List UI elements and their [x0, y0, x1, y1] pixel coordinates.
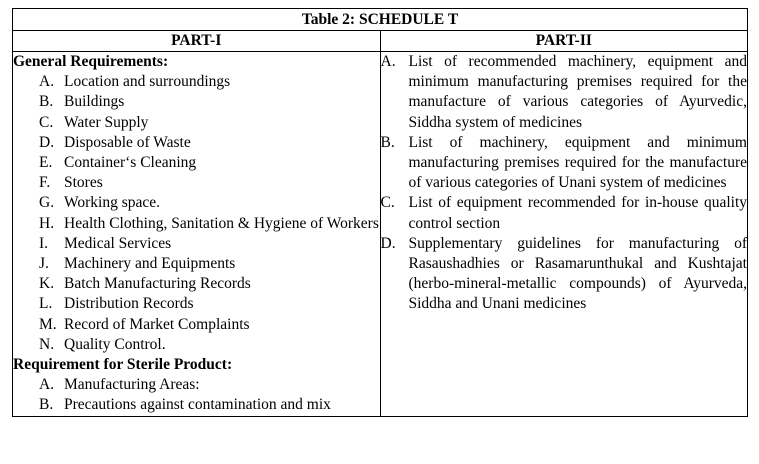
schedule-t-table: [12, 8, 748, 417]
list-item-letter: E.: [39, 154, 53, 172]
list-item-letter: A.: [380, 53, 396, 70]
list-item: [13, 375, 380, 395]
list-item: [13, 113, 380, 133]
list-item-text: Water Supply: [64, 113, 149, 131]
list-item-letter: J.: [39, 255, 49, 273]
sterile-product-title: Requirement for Sterile Product:: [13, 356, 233, 374]
list-item-text: Manufacturing Areas:: [64, 376, 200, 394]
list-item-text: Buildings: [64, 93, 125, 111]
list-item-text: Health Clothing, Sanitation & Hygiene of Workers: [64, 214, 379, 232]
part2-heading: PART-II: [380, 31, 748, 52]
sterile-product-list: [13, 375, 380, 415]
list-item: [13, 133, 380, 153]
list-item: [13, 335, 380, 355]
part2-list: [381, 52, 748, 315]
list-item-text: Quality Control.: [64, 335, 166, 353]
list-item-letter: K.: [39, 275, 55, 293]
list-item-text: Precautions against contamination and mix: [64, 396, 331, 414]
list-item: [13, 274, 380, 294]
list-item: [381, 234, 748, 315]
list-item-letter: A.: [39, 73, 55, 91]
list-item-letter: N.: [39, 335, 55, 353]
list-item-letter: M.: [39, 315, 57, 333]
list-item-text: Batch Manufacturing Records: [64, 275, 251, 293]
list-item: [13, 214, 380, 234]
list-item-letter: B.: [380, 133, 395, 151]
list-item-text: Record of Market Complaints: [64, 315, 250, 333]
list-item-text: Machinery and Equipments: [64, 255, 236, 273]
list-item-letter: B.: [39, 93, 54, 111]
general-requirements-list: [13, 72, 380, 355]
list-item-text: List of recommended machinery, equipment and minimum manufacturing premises required for the manufacture of various categories of Ayurvedic, Siddha system of medicines: [408, 53, 747, 131]
part1-content: [13, 52, 381, 417]
list-item-letter: C.: [39, 113, 54, 131]
list-item: [381, 133, 748, 194]
list-item-letter: L.: [39, 295, 53, 313]
list-item-letter: G.: [39, 194, 55, 212]
list-item-letter: D.: [380, 234, 396, 252]
table-title: Table 2: SCHEDULE T: [13, 9, 748, 31]
part1-heading: PART-I: [13, 31, 381, 52]
list-item: [381, 52, 748, 133]
list-item-text: List of machinery, equipment and minimum manufacturing premises required for the manufacture of various categories of Unani system of medicines: [408, 133, 747, 192]
list-item: [13, 72, 380, 92]
list-item: [381, 193, 748, 233]
list-item: [13, 395, 380, 415]
list-item-letter: H.: [39, 214, 55, 232]
list-item-text: Distribution Records: [64, 295, 194, 313]
list-item: [13, 173, 380, 193]
list-item: [13, 193, 380, 213]
general-requirements-title: General Requirements:: [13, 53, 169, 70]
list-item-text: Container‘s Cleaning: [64, 154, 197, 172]
list-item-text: Disposable of Waste: [64, 133, 191, 151]
list-item-text: Supplementary guidelines for manufacturing of Rasaushadhies or Rasamarunthukal and Kushtajat (herbo-mineral-metallic compounds) of Ayurveda, Siddha and Unani medicines: [408, 234, 747, 313]
list-item: [13, 315, 380, 335]
list-item: [13, 294, 380, 314]
list-item: [13, 153, 380, 173]
list-item-letter: C.: [380, 194, 395, 212]
part2-content: [380, 52, 748, 417]
list-item-text: Stores: [64, 174, 103, 192]
schedule-table-wrapper: [12, 8, 748, 417]
list-item-letter: F.: [39, 174, 51, 192]
list-item-text: Medical Services: [64, 234, 172, 252]
list-item: [13, 254, 380, 274]
list-item-letter: B.: [39, 396, 54, 414]
list-item: [13, 92, 380, 112]
list-item-letter: A.: [39, 376, 55, 394]
list-item-text: Location and surroundings: [64, 73, 231, 91]
list-item-letter: D.: [39, 133, 55, 151]
list-item-letter: I.: [39, 234, 49, 252]
list-item-text: List of equipment recommended for in-house quality control section: [408, 194, 747, 232]
list-item: [13, 234, 380, 254]
list-item-text: Working space.: [64, 194, 161, 212]
